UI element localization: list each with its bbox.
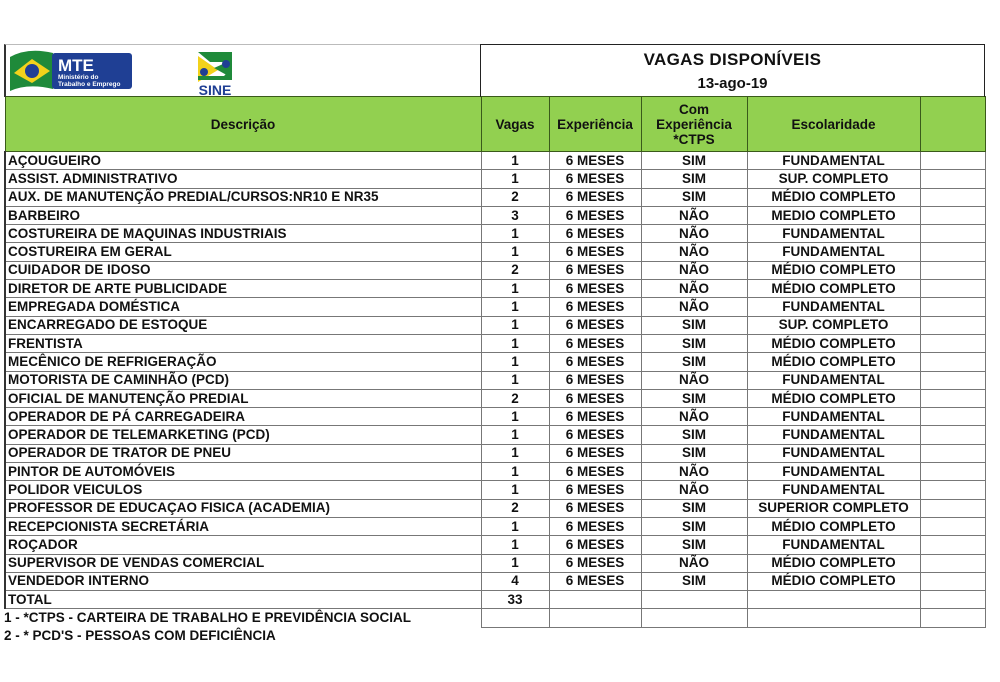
footnotes	[4, 610, 411, 647]
cell-experiencia: 6 MESES	[549, 298, 641, 316]
page-date: 13-ago-19	[697, 75, 768, 92]
cell-blank	[920, 554, 985, 572]
cell-escolaridade: FUNDAMENTAL	[747, 243, 920, 261]
cell-vagas: 2	[481, 261, 549, 279]
cell-escolaridade: FUNDAMENTAL	[747, 408, 920, 426]
cell-blank	[920, 371, 985, 389]
cell-ctps: SIM	[641, 517, 747, 535]
table-row	[5, 408, 985, 426]
total-row	[5, 591, 985, 609]
total-label: TOTAL	[5, 591, 481, 609]
cell-ctps: SIM	[641, 572, 747, 590]
col-blank	[920, 97, 985, 152]
table-row	[5, 243, 985, 261]
cell-blank	[920, 426, 985, 444]
vacancies-table	[4, 96, 986, 628]
cell-ctps: SIM	[641, 426, 747, 444]
cell-vagas: 1	[481, 225, 549, 243]
table-row	[5, 225, 985, 243]
cell-escolaridade: SUPERIOR COMPLETO	[747, 499, 920, 517]
table-header-row	[5, 97, 985, 152]
cell-escolaridade: FUNDAMENTAL	[747, 444, 920, 462]
cell-blank	[920, 572, 985, 590]
cell-vagas: 1	[481, 536, 549, 554]
col-experiencia: Experiência	[549, 97, 641, 152]
cell-experiencia: 6 MESES	[549, 188, 641, 206]
table-row	[5, 371, 985, 389]
table-row	[5, 206, 985, 224]
cell-ctps: SIM	[641, 536, 747, 554]
col-escolaridade: Escolaridade	[747, 97, 920, 152]
cell-descricao: EMPREGADA DOMÉSTICA	[5, 298, 481, 316]
cell-escolaridade: FUNDAMENTAL	[747, 463, 920, 481]
cell-descricao: PROFESSOR DE EDUCAÇAO FISICA (ACADEMIA)	[5, 499, 481, 517]
table-row	[5, 334, 985, 352]
cell-escolaridade: FUNDAMENTAL	[747, 298, 920, 316]
cell-escolaridade: SUP. COMPLETO	[747, 170, 920, 188]
cell-experiencia: 6 MESES	[549, 316, 641, 334]
cell-experiencia: 6 MESES	[549, 499, 641, 517]
cell-blank	[920, 408, 985, 426]
cell-escolaridade: SUP. COMPLETO	[747, 316, 920, 334]
cell-ctps: SIM	[641, 170, 747, 188]
cell-vagas: 1	[481, 371, 549, 389]
cell-escolaridade: FUNDAMENTAL	[747, 536, 920, 554]
cell-vagas: 1	[481, 426, 549, 444]
cell-descricao: VENDEDOR INTERNO	[5, 572, 481, 590]
cell-escolaridade: FUNDAMENTAL	[747, 426, 920, 444]
col-vagas: Vagas	[481, 97, 549, 152]
cell-ctps: SIM	[641, 152, 747, 170]
cell-blank	[920, 481, 985, 499]
col-descricao: Descrição	[5, 97, 481, 152]
svg-text:Trabalho e Emprego: Trabalho e Emprego	[58, 81, 121, 88]
cell-experiencia: 6 MESES	[549, 243, 641, 261]
table-row	[5, 152, 985, 170]
cell-vagas: 1	[481, 463, 549, 481]
cell-ctps: NÃO	[641, 463, 747, 481]
cell-vagas: 2	[481, 389, 549, 407]
cell-descricao: POLIDOR VEICULOS	[5, 481, 481, 499]
cell-ctps: NÃO	[641, 261, 747, 279]
cell-descricao: AUX. DE MANUTENÇÃO PREDIAL/CURSOS:NR10 E NR35	[5, 188, 481, 206]
cell-blank	[920, 499, 985, 517]
cell-experiencia: 6 MESES	[549, 170, 641, 188]
cell-escolaridade: MÉDIO COMPLETO	[747, 554, 920, 572]
cell-escolaridade: MÉDIO COMPLETO	[747, 353, 920, 371]
cell-experiencia: 6 MESES	[549, 353, 641, 371]
cell-ctps: SIM	[641, 334, 747, 352]
cell-escolaridade: MEDIO COMPLETO	[747, 206, 920, 224]
cell-vagas: 3	[481, 206, 549, 224]
cell-descricao: SUPERVISOR DE VENDAS COMERCIAL	[5, 554, 481, 572]
cell-blank	[549, 609, 641, 627]
cell-blank	[920, 536, 985, 554]
svg-text:MTE: MTE	[58, 56, 94, 75]
cell-blank	[920, 243, 985, 261]
cell-descricao: BARBEIRO	[5, 206, 481, 224]
cell-blank	[920, 591, 985, 609]
cell-blank	[920, 261, 985, 279]
cell-vagas: 1	[481, 517, 549, 535]
cell-blank	[641, 591, 747, 609]
cell-blank	[920, 609, 985, 627]
cell-ctps: NÃO	[641, 225, 747, 243]
cell-descricao: COSTUREIRA DE MAQUINAS INDUSTRIAIS	[5, 225, 481, 243]
cell-escolaridade: MÉDIO COMPLETO	[747, 572, 920, 590]
cell-descricao: RECEPCIONISTA SECRETÁRIA	[5, 517, 481, 535]
cell-vagas: 1	[481, 152, 549, 170]
table-body	[5, 152, 985, 628]
cell-escolaridade: MÉDIO COMPLETO	[747, 188, 920, 206]
cell-blank	[481, 609, 549, 627]
table-row	[5, 280, 985, 298]
cell-descricao: CUIDADOR DE IDOSO	[5, 261, 481, 279]
cell-ctps: NÃO	[641, 371, 747, 389]
cell-blank	[920, 463, 985, 481]
footnote: 2 - * PCD'S - PESSOAS COM DEFICIÊNCIA	[4, 628, 276, 644]
cell-ctps: NÃO	[641, 554, 747, 572]
cell-ctps: SIM	[641, 316, 747, 334]
cell-ctps: SIM	[641, 444, 747, 462]
cell-experiencia: 6 MESES	[549, 572, 641, 590]
table-row	[5, 444, 985, 462]
cell-ctps: SIM	[641, 389, 747, 407]
cell-blank	[920, 206, 985, 224]
title-box	[480, 44, 985, 97]
cell-escolaridade: FUNDAMENTAL	[747, 225, 920, 243]
col-com-experiencia-ctps: Com Experiência *CTPS	[641, 97, 747, 152]
cell-blank	[920, 517, 985, 535]
cell-blank	[920, 298, 985, 316]
svg-text:Ministério do: Ministério do	[58, 74, 99, 81]
logos-area	[4, 44, 482, 97]
table-row	[5, 499, 985, 517]
cell-blank	[920, 353, 985, 371]
cell-experiencia: 6 MESES	[549, 554, 641, 572]
cell-ctps: NÃO	[641, 298, 747, 316]
cell-vagas: 2	[481, 499, 549, 517]
cell-descricao: OPERADOR DE PÁ CARREGADEIRA	[5, 408, 481, 426]
cell-ctps: NÃO	[641, 481, 747, 499]
cell-descricao: OPERADOR DE TELEMARKETING (PCD)	[5, 426, 481, 444]
cell-descricao: OFICIAL DE MANUTENÇÃO PREDIAL	[5, 389, 481, 407]
cell-vagas: 2	[481, 188, 549, 206]
table-row	[5, 389, 985, 407]
table-row	[5, 536, 985, 554]
cell-blank	[747, 591, 920, 609]
cell-vagas: 1	[481, 554, 549, 572]
footnote: 1 - *CTPS - CARTEIRA DE TRABALHO E PREVIDÊNCIA SOCIAL	[4, 609, 412, 625]
cell-experiencia: 6 MESES	[549, 426, 641, 444]
cell-blank	[920, 152, 985, 170]
cell-experiencia: 6 MESES	[549, 225, 641, 243]
cell-vagas: 1	[481, 353, 549, 371]
cell-experiencia: 6 MESES	[549, 261, 641, 279]
cell-experiencia: 6 MESES	[549, 517, 641, 535]
cell-vagas: 1	[481, 170, 549, 188]
cell-vagas: 1	[481, 243, 549, 261]
table-row	[5, 572, 985, 590]
cell-escolaridade: FUNDAMENTAL	[747, 371, 920, 389]
table-row	[5, 316, 985, 334]
cell-vagas: 1	[481, 444, 549, 462]
cell-descricao: MECÊNICO DE REFRIGERAÇÃO	[5, 353, 481, 371]
cell-ctps: NÃO	[641, 206, 747, 224]
cell-experiencia: 6 MESES	[549, 152, 641, 170]
total-vagas: 33	[481, 591, 549, 609]
job-vacancies-sheet	[4, 44, 984, 628]
cell-blank	[920, 444, 985, 462]
cell-descricao: ENCARREGADO DE ESTOQUE	[5, 316, 481, 334]
cell-vagas: 1	[481, 481, 549, 499]
cell-experiencia: 6 MESES	[549, 280, 641, 298]
cell-vagas: 1	[481, 298, 549, 316]
cell-ctps: NÃO	[641, 243, 747, 261]
table-row	[5, 261, 985, 279]
cell-descricao: DIRETOR DE ARTE PUBLICIDADE	[5, 280, 481, 298]
page-title: VAGAS DISPONÍVEIS	[643, 50, 822, 69]
cell-blank	[920, 225, 985, 243]
cell-descricao: ASSIST. ADMINISTRATIVO	[5, 170, 481, 188]
table-row	[5, 426, 985, 444]
cell-blank	[920, 280, 985, 298]
cell-vagas: 1	[481, 334, 549, 352]
cell-descricao: AÇOUGUEIRO	[5, 152, 481, 170]
cell-blank	[549, 591, 641, 609]
cell-ctps: SIM	[641, 499, 747, 517]
cell-escolaridade: MÉDIO COMPLETO	[747, 517, 920, 535]
cell-experiencia: 6 MESES	[549, 206, 641, 224]
cell-experiencia: 6 MESES	[549, 389, 641, 407]
cell-descricao: MOTORISTA DE CAMINHÃO (PCD)	[5, 371, 481, 389]
cell-escolaridade: MÉDIO COMPLETO	[747, 280, 920, 298]
cell-blank	[920, 188, 985, 206]
cell-descricao: PINTOR DE AUTOMÓVEIS	[5, 463, 481, 481]
cell-descricao: ROÇADOR	[5, 536, 481, 554]
cell-experiencia: 6 MESES	[549, 444, 641, 462]
cell-blank	[920, 389, 985, 407]
cell-descricao: FRENTISTA	[5, 334, 481, 352]
table-row	[5, 463, 985, 481]
cell-ctps: SIM	[641, 188, 747, 206]
table-row	[5, 353, 985, 371]
sine-logo-icon	[188, 48, 242, 98]
cell-blank	[747, 609, 920, 627]
cell-escolaridade: FUNDAMENTAL	[747, 152, 920, 170]
cell-ctps: NÃO	[641, 280, 747, 298]
mte-logo-icon	[8, 49, 134, 91]
cell-experiencia: 6 MESES	[549, 334, 641, 352]
cell-vagas: 1	[481, 280, 549, 298]
cell-escolaridade: MÉDIO COMPLETO	[747, 389, 920, 407]
cell-vagas: 1	[481, 316, 549, 334]
table-row	[5, 517, 985, 535]
cell-escolaridade: FUNDAMENTAL	[747, 481, 920, 499]
cell-blank	[920, 334, 985, 352]
cell-escolaridade: MÉDIO COMPLETO	[747, 261, 920, 279]
cell-descricao: OPERADOR DE TRATOR DE PNEU	[5, 444, 481, 462]
cell-vagas: 4	[481, 572, 549, 590]
cell-experiencia: 6 MESES	[549, 481, 641, 499]
cell-ctps: SIM	[641, 353, 747, 371]
cell-descricao: COSTUREIRA EM GERAL	[5, 243, 481, 261]
table-row	[5, 481, 985, 499]
table-row	[5, 298, 985, 316]
cell-experiencia: 6 MESES	[549, 371, 641, 389]
table-row	[5, 554, 985, 572]
cell-blank	[641, 609, 747, 627]
cell-blank	[920, 170, 985, 188]
cell-ctps: NÃO	[641, 408, 747, 426]
cell-experiencia: 6 MESES	[549, 408, 641, 426]
cell-experiencia: 6 MESES	[549, 463, 641, 481]
table-row	[5, 188, 985, 206]
table-row	[5, 170, 985, 188]
cell-escolaridade: MÉDIO COMPLETO	[747, 334, 920, 352]
cell-vagas: 1	[481, 408, 549, 426]
svg-text:SINE: SINE	[198, 82, 232, 98]
cell-blank	[920, 316, 985, 334]
cell-experiencia: 6 MESES	[549, 536, 641, 554]
sheet-header	[4, 44, 984, 96]
